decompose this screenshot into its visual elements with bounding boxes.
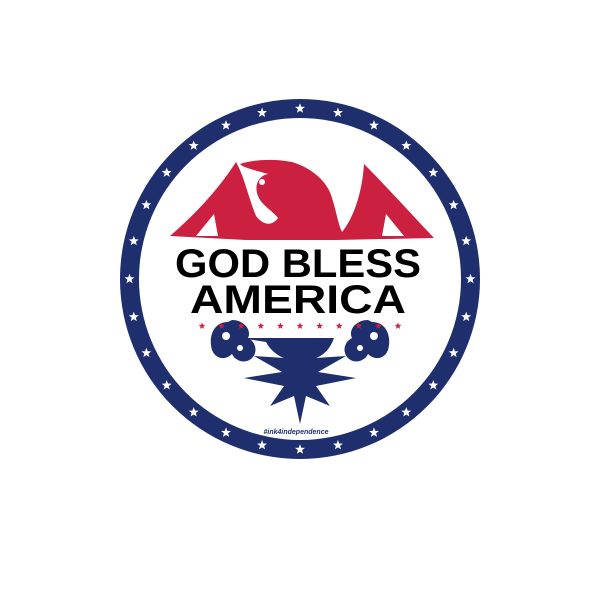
hashtag-label: #ink4independence <box>263 429 329 436</box>
eagle-eye <box>259 179 265 185</box>
headline-line-2: AMERICA <box>190 278 406 322</box>
headline-line-1: GOD BLESS <box>175 242 421 286</box>
